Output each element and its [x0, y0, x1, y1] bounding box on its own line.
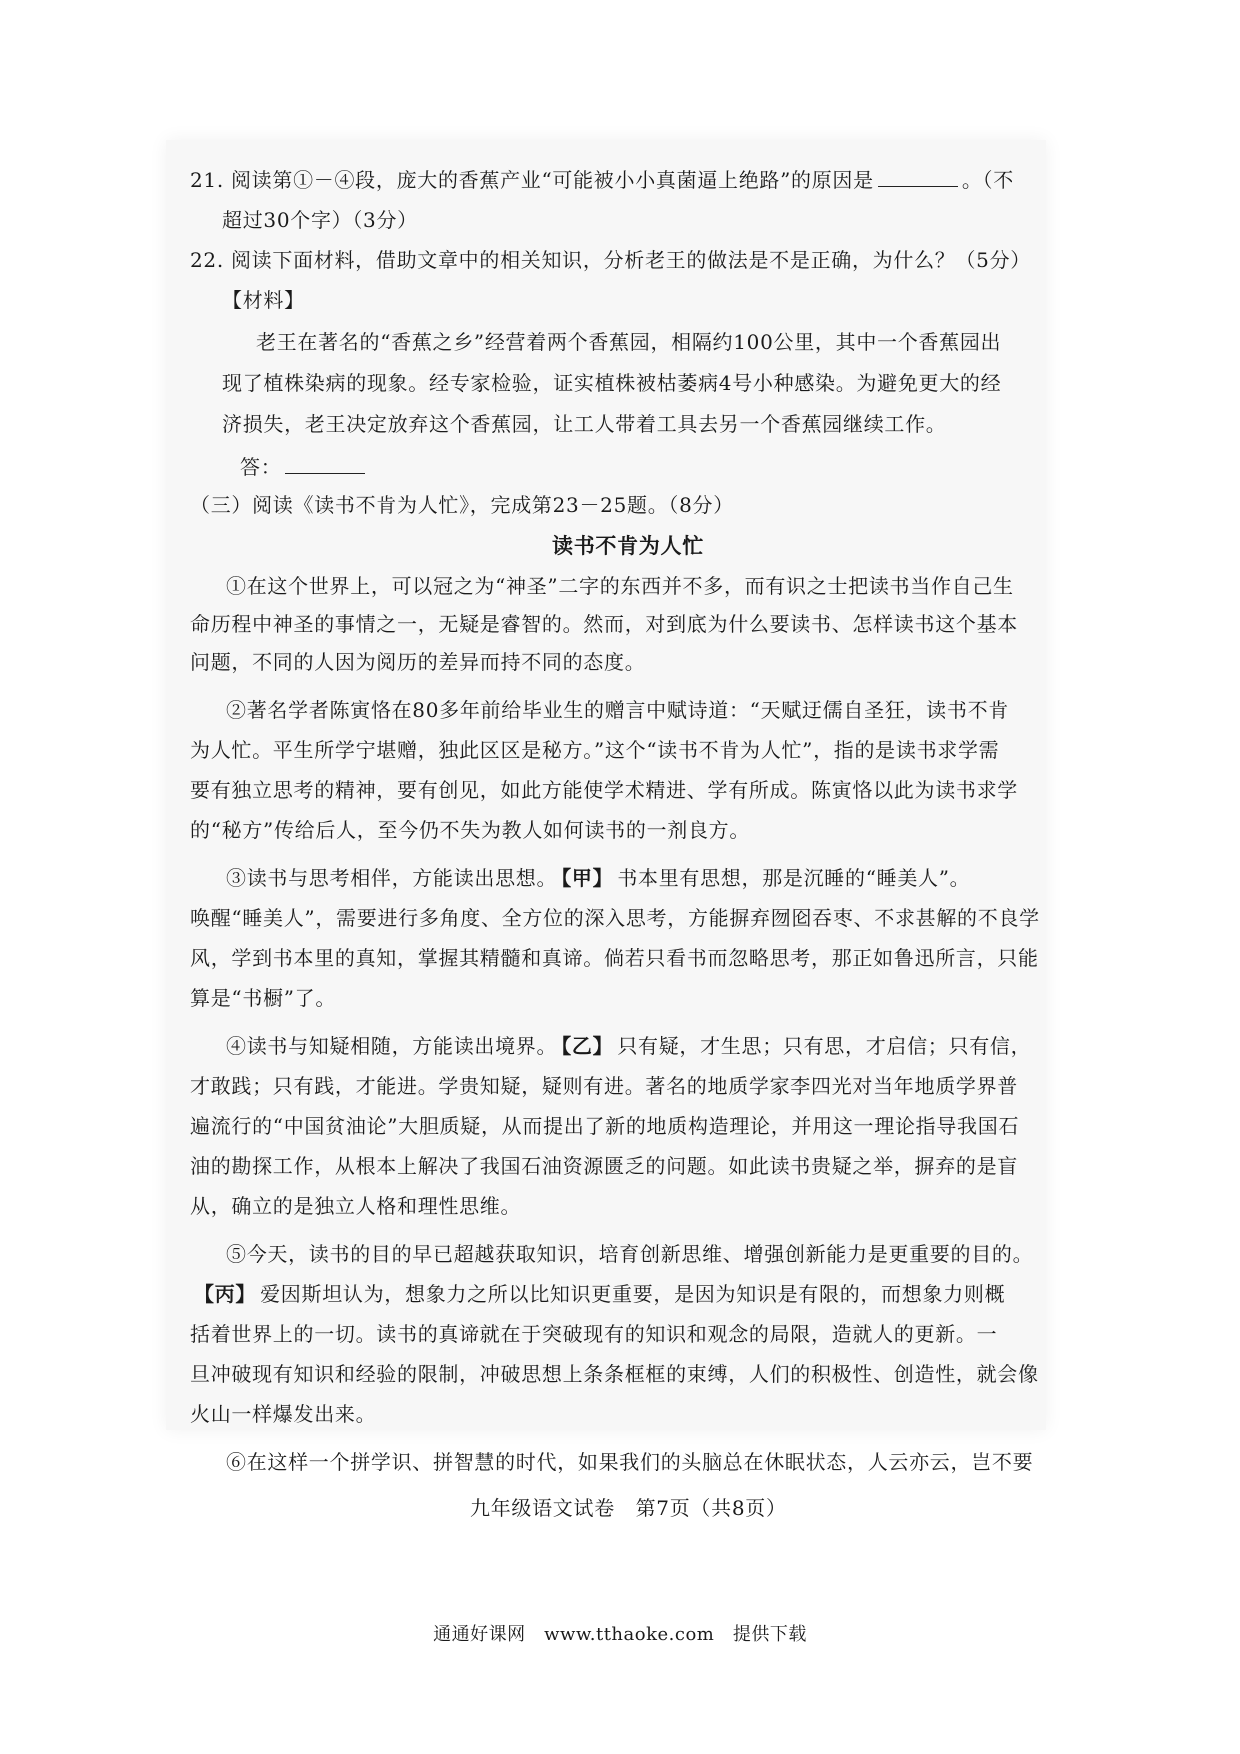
p2-line-4: 的“秘方”传给后人，至今仍不失为教人如何读书的一剂良方。	[190, 818, 751, 842]
p3-text-pre: ③读书与思考相伴，方能读出思想。	[226, 866, 558, 890]
p3-line-3: 风，学到书本里的真知，掌握其精髓和真谛。倘若只看书而忽略思考，那正如鲁迅所言，只能	[190, 946, 1039, 970]
material-line-1: 老王在著名的“香蕉之乡”经营着两个香蕉园，相隔约100公里，其中一个香蕉园出	[256, 330, 1002, 354]
p3-line-4: 算是“书橱”了。	[190, 986, 337, 1010]
p4-text-pre: ④读书与知疑相随，方能读出境界。	[226, 1034, 558, 1058]
p1-line-2: 命历程中神圣的事情之一，无疑是睿智的。然而，对到底为什么要读书、怎样读书这个基本	[190, 612, 1018, 636]
page-footer: 九年级语文试卷 第7页（共8页）	[470, 1496, 787, 1520]
p4-line-4: 油的勘探工作，从根本上解决了我国石油资源匮乏的问题。如此读书贵疑之举，摒弃的是盲	[190, 1154, 1018, 1178]
question-21-tail: 。（不	[961, 168, 1014, 192]
p4-line-5: 从，确立的是独立人格和理性思维。	[190, 1194, 522, 1218]
p2-line-2: 为人忙。平生所学宁堪赠，独此区区是秘方。”这个“读书不肯为人忙”，指的是读书求学需	[190, 738, 1000, 762]
p4-line-2: 才敢践；只有践，才能进。学贵知疑，疑则有进。著名的地质学家李四光对当年地质学界普	[190, 1074, 1018, 1098]
marker-bing: 【丙】	[194, 1282, 257, 1306]
p3-line-1	[226, 868, 970, 888]
answer-blank	[878, 170, 958, 187]
question-21-line-2: 超过30个字）（3分）	[222, 208, 418, 232]
p3-line-2: 唤醒“睡美人”，需要进行多角度、全方位的深入思考，方能摒弃囫囵吞枣、不求甚解的不良学	[190, 906, 1040, 930]
p4-line-1	[226, 1036, 1031, 1056]
p2-line-1: ②著名学者陈寅恪在80多年前给毕业生的赠言中赋诗道：“天赋迂儒自圣狂，读书不肯	[226, 698, 1009, 722]
p1-line-3: 问题，不同的人因为阅历的差异而持不同的态度。	[190, 650, 646, 674]
p5-line-2	[190, 1284, 1005, 1304]
material-line-2: 现了植株染病的现象。经专家检验，证实植株被枯萎病4号小种感染。为避免更大的经	[222, 371, 1002, 395]
question-21-text: 21. 阅读第①－④段，庞大的香蕉产业“可能被小小真菌逼上绝路”的原因是	[190, 168, 874, 192]
p5-line-5: 火山一样爆发出来。	[190, 1402, 377, 1426]
question-21-line-1	[190, 170, 1014, 190]
p5-line-4: 旦冲破现有知识和经验的限制，冲破思想上条条框框的束缚，人们的积极性、创造性，就会像	[190, 1362, 1039, 1386]
p1-line-1: ①在这个世界上，可以冠之为“神圣”二字的东西并不多，而有识之士把读书当作自己生	[226, 574, 1014, 598]
material-label: 【材料】	[222, 288, 305, 312]
answer-line	[240, 457, 369, 477]
p4-line-3: 遍流行的“中国贫油论”大胆质疑，从而提出了新的地质构造理论，并用这一理论指导我国石	[190, 1114, 1020, 1138]
p3-text-post: 书本里有思想，那是沉睡的“睡美人”。	[617, 866, 971, 890]
question-22-line-1: 22. 阅读下面材料，借助文章中的相关知识，分析老王的做法是不是正确，为什么？（5分）	[190, 248, 1031, 272]
answer-label: 答：	[240, 455, 282, 479]
section-3-intro: （三）阅读《读书不肯为人忙》，完成第23－25题。（8分）	[190, 493, 734, 517]
p4-text-post: 只有疑，才生思；只有思，才启信；只有信，	[617, 1034, 1032, 1058]
watermark-text: 通通好课网 www.tthaoke.com 提供下载	[433, 1624, 807, 1645]
p5-line-3: 括着世界上的一切。读书的真谛就在于突破现有的知识和观念的局限，造就人的更新。一	[190, 1322, 998, 1346]
p6-line-1: ⑥在这样一个拼学识、拼智慧的时代，如果我们的头脑总在休眠状态，人云亦云，岂不要	[226, 1450, 1034, 1474]
article-title: 读书不肯为人忙	[552, 533, 704, 558]
p5-text-post: 爱因斯坦认为，想象力之所以比知识更重要，是因为知识是有限的，而想象力则概	[260, 1282, 1006, 1306]
p2-line-3: 要有独立思考的精神，要有创见，如此方能使学术精进、学有所成。陈寅恪以此为读书求学	[190, 778, 1018, 802]
marker-yi: 【乙】	[561, 1034, 614, 1058]
material-line-3: 济损失，老王决定放弃这个香蕉园，让工人带着工具去另一个香蕉园继续工作。	[222, 412, 947, 436]
answer-blank	[285, 457, 365, 474]
p5-line-1: ⑤今天，读书的目的早已超越获取知识，培育创新思维、增强创新能力是更重要的目的。	[226, 1242, 1034, 1266]
marker-jia: 【甲】	[561, 866, 614, 890]
